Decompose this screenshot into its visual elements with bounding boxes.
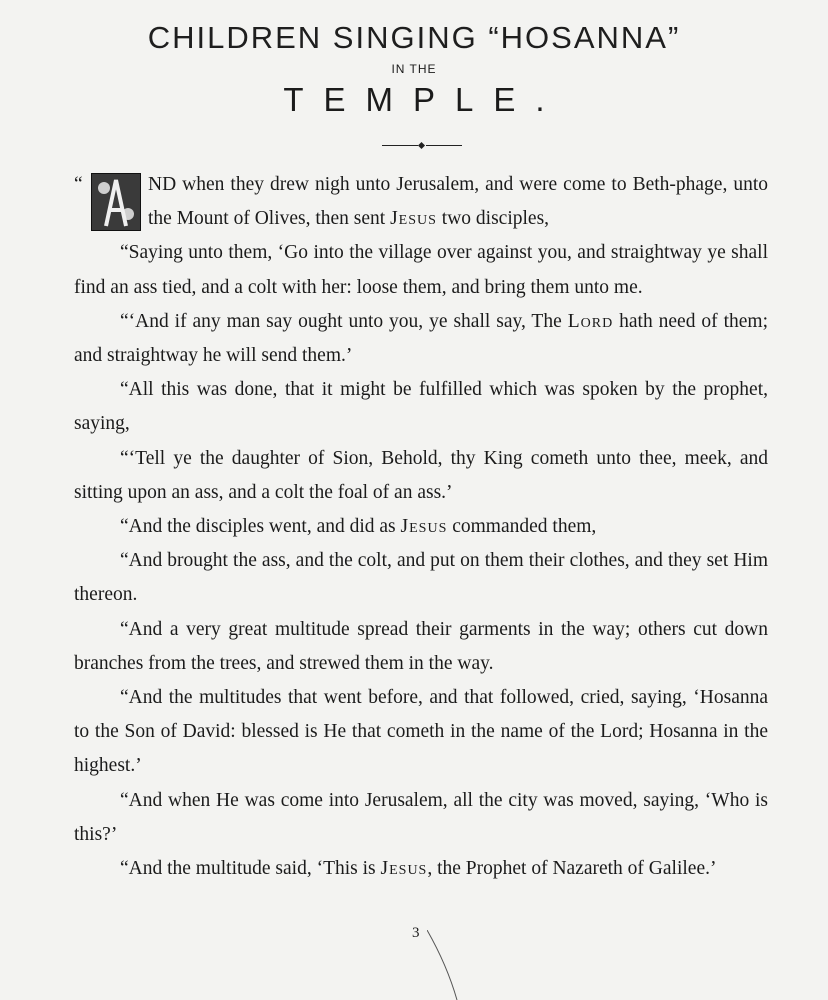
jesus-smallcaps: Jesus bbox=[400, 516, 448, 538]
page-title-temple: TEMPLE. bbox=[283, 81, 565, 118]
paragraph-1 bbox=[74, 168, 768, 236]
paragraph-10: “And when He was come into Jerusalem, all the city was moved, saying, ‘Who is this?’ bbox=[74, 789, 768, 845]
title-connector: IN THE bbox=[391, 62, 437, 76]
paragraph-4: “All this was done, that it might be fulfilled which was spoken by the prophet, saying, bbox=[74, 379, 768, 435]
paragraph-6: “And the disciples went, and did as Jesus commanded them, bbox=[120, 516, 597, 538]
ornamental-rule bbox=[382, 145, 462, 147]
paragraph-1-tail: two disciples, bbox=[436, 208, 550, 230]
paragraph-5: “‘Tell ye the daughter of Sion, Behold, thy King cometh unto thee, meek, and sitting upon an ass, and a colt the foal of an ass.’ bbox=[74, 447, 768, 503]
paper-crease-mark bbox=[427, 930, 487, 1000]
scripture-text bbox=[74, 168, 768, 886]
lord-smallcaps: Lord bbox=[567, 310, 614, 332]
page-number: 3 bbox=[412, 925, 420, 941]
jesus-smallcaps: Jesus bbox=[390, 208, 437, 230]
paragraph-2: “Saying unto them, ‘Go into the village over against you, and straightway ye shall find an ass tied, and a colt with her: loose them, and bring them unto me. bbox=[74, 242, 768, 298]
drop-cap-a-icon bbox=[91, 173, 141, 231]
paragraph-7: “And brought the ass, and the colt, and put on them their clothes, and they set Him thereon. bbox=[74, 550, 768, 606]
paragraph-11: “And the multitude said, ‘This is Jesus, the Prophet of Nazareth of Galilee.’ bbox=[120, 858, 717, 880]
paragraph-8: “And a very great multitude spread their garments in the way; others cut down branches from the trees, and strewed them in the way. bbox=[74, 618, 768, 674]
page-title: CHILDREN SINGING “HOSANNA” bbox=[147, 20, 681, 55]
diamond-ornament-icon bbox=[418, 142, 425, 149]
paragraph-9: “And the multitudes that went before, and that followed, cried, saying, ‘Hosanna to the Son of David: blessed is He that cometh in the name of the Lord; Hosanna in the highest.’ bbox=[74, 687, 768, 777]
jesus-smallcaps: Jesus bbox=[380, 858, 428, 880]
paragraph-3: “‘And if any man say ought unto you, ye shall say, The Lord hath need of them; and straightway he will send them.’ bbox=[74, 310, 768, 367]
paragraph-1-text: ND when they drew nigh unto Jerusalem, and were come to Beth-phage, unto the Mount of Olives, then sent bbox=[148, 174, 768, 230]
open-quote: “ bbox=[74, 174, 83, 195]
